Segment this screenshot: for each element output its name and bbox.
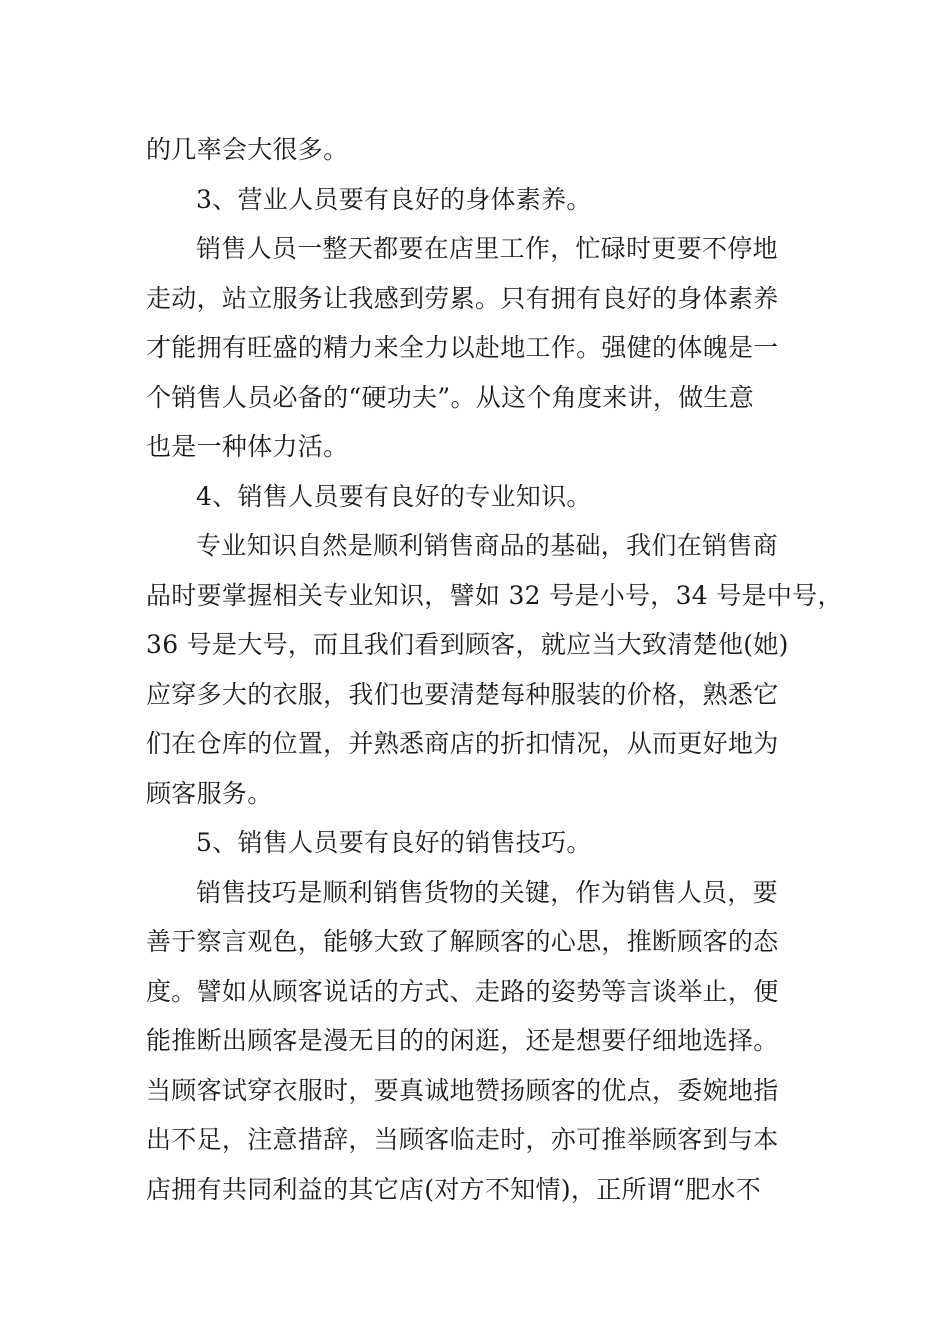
- text-line: 5、销售人员要有良好的销售技巧。: [196, 828, 592, 857]
- text-line: 个销售人员必备的“硬功夫”。从这个角度来讲，做生意: [146, 382, 755, 412]
- text-line: 当顾客试穿衣服时，要真诚地赞扬顾客的优点，委婉地指: [146, 1075, 779, 1105]
- text-line: 3、营业人员要有良好的身体素养。: [196, 184, 592, 214]
- text-line: 的几率会大很多。: [146, 135, 349, 164]
- text-line: 度。譬如从顾客说话的方式、走路的姿势等言谈举止，便: [146, 976, 779, 1006]
- text-line: 店拥有共同利益的其它店(对方不知情)，正所谓“肥水不: [146, 1174, 762, 1204]
- text-line: 们在仓库的位置，并熟悉商店的折扣情况，从而更好地为: [146, 729, 779, 758]
- text-line: 4、销售人员要有良好的专业知识。: [196, 481, 592, 511]
- text-line: 出不足，注意措辞，当顾客临走时，亦可推举顾客到与本: [146, 1125, 779, 1154]
- text-line: 也是一种体力活。: [146, 432, 349, 461]
- text-line: 走动，站立服务让我感到劳累。只有拥有良好的身体素养: [146, 283, 779, 313]
- text-line: 销售技巧是顺利销售货物的关键，作为销售人员，要: [196, 877, 778, 907]
- text-line: 销售人员一整天都要在店里工作，忙碌时更要不停地: [196, 234, 778, 263]
- text-line: 能推断出顾客是漫无目的的闲逛，还是想要仔细地选择。: [146, 1026, 779, 1055]
- text-line: 专业知识自然是顺利销售商品的基础，我们在销售商: [196, 531, 778, 560]
- text-line: 应穿多大的衣服，我们也要清楚每种服装的价格，熟悉它: [146, 679, 779, 709]
- body-text: [146, 125, 843, 1214]
- text-line: 才能拥有旺盛的精力来全力以赴地工作。强健的体魄是一: [146, 333, 779, 362]
- text-line: 善于察言观色，能够大致了解顾客的心思，推断顾客的态: [146, 927, 779, 956]
- text-line: 顾客服务。: [146, 778, 273, 808]
- text-line: 品时要掌握相关专业知识，譬如 32 号是小号，34 号是中号，: [146, 580, 843, 610]
- text-line: 36 号是大号，而且我们看到顾客，就应当大致清楚他(她): [146, 630, 789, 659]
